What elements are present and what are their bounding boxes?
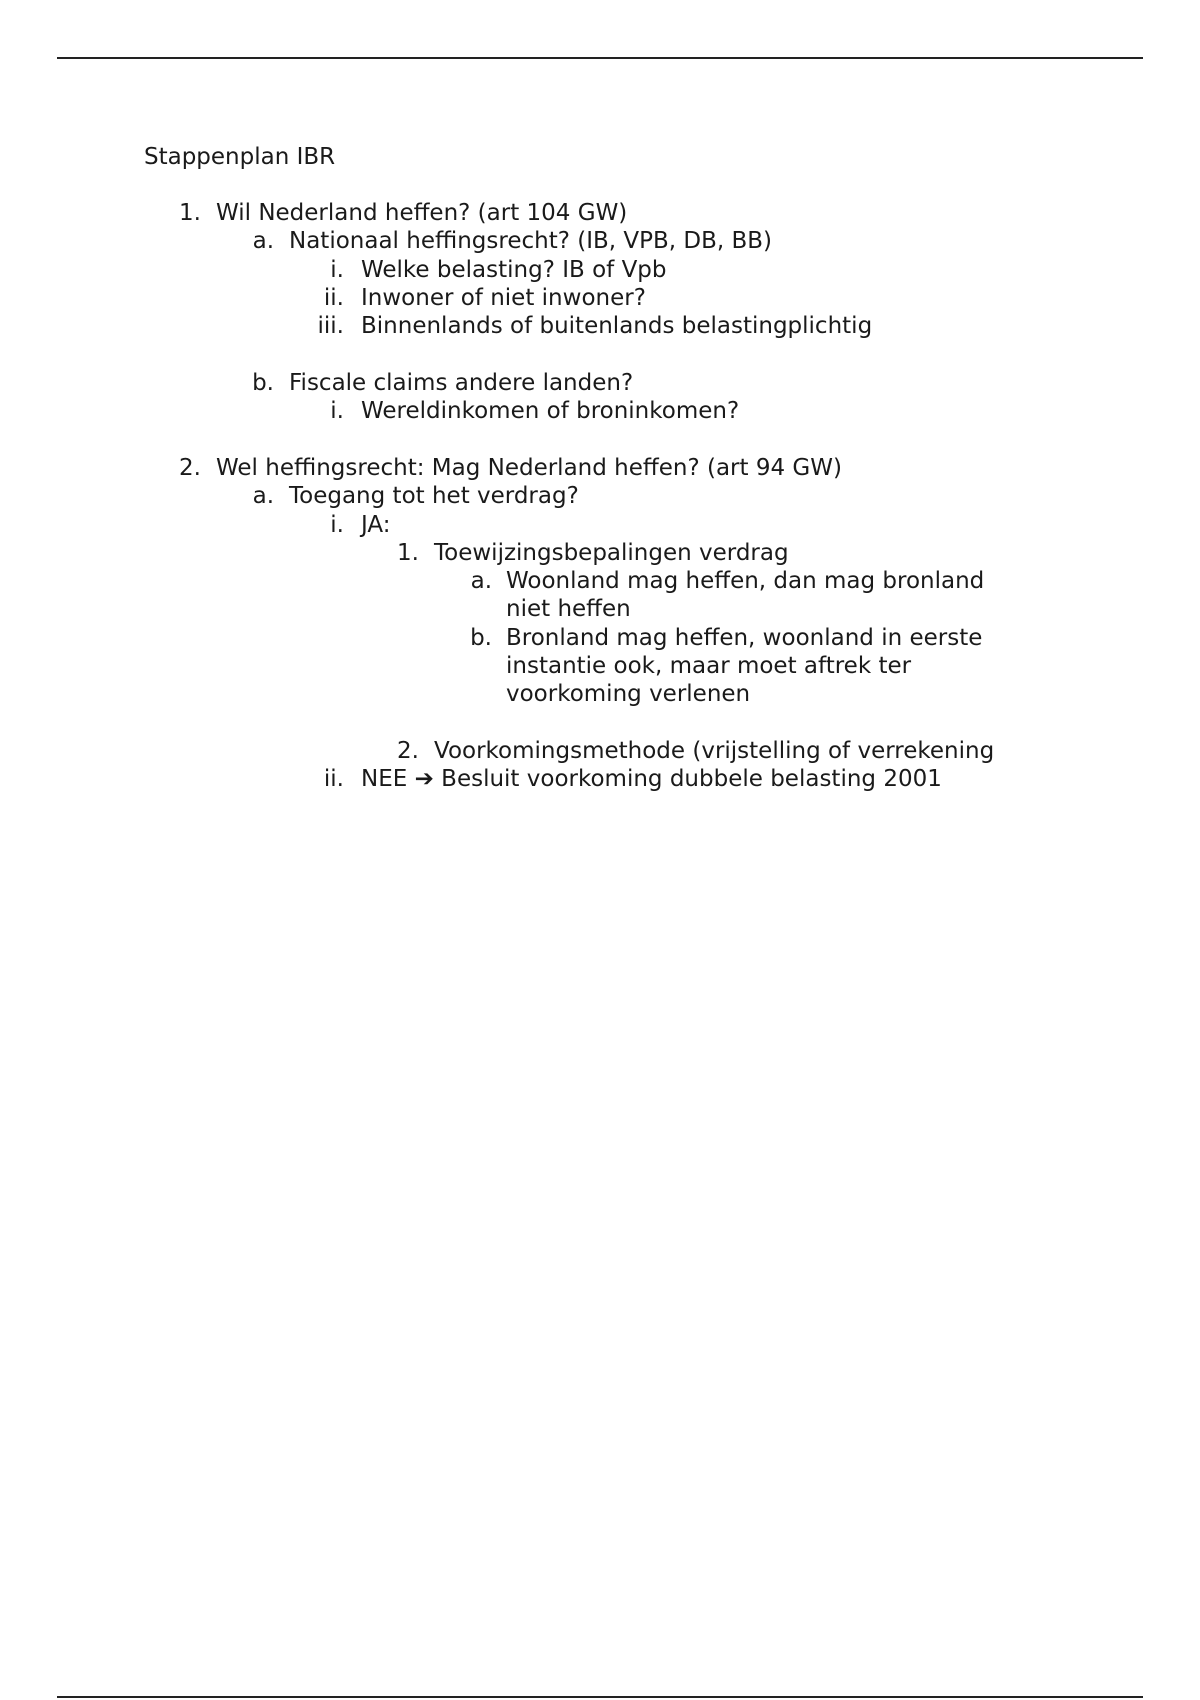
document-title: Stappenplan IBR — [144, 144, 336, 170]
list-item-text: niet heffen — [506, 596, 631, 622]
list-item-text: JA: — [361, 512, 391, 538]
list-marker: b. — [252, 370, 274, 396]
list-item-text: Woonland mag heffen, dan mag bronland — [506, 568, 985, 594]
list-item-text: Wel heffingsrecht: Mag Nederland heffen? (art 94 GW) — [216, 455, 842, 481]
list-item-text: Toewijzingsbepalingen verdrag — [434, 540, 789, 566]
list-marker: 1. — [397, 540, 419, 566]
list-item-text: Wereldinkomen of broninkomen? — [361, 398, 740, 424]
list-marker: a. — [252, 483, 274, 509]
list-item-text: Welke belasting? IB of Vpb — [361, 257, 667, 283]
list-item-text: Fiscale claims andere landen? — [289, 370, 634, 396]
list-item-text: Wil Nederland heffen? (art 104 GW) — [216, 200, 628, 226]
list-marker: ii. — [323, 766, 344, 792]
bottom-rule — [57, 1696, 1143, 1698]
list-marker: iii. — [317, 313, 344, 339]
list-marker: i. — [330, 257, 344, 283]
list-item-text: Toegang tot het verdrag? — [289, 483, 579, 509]
list-item-text: Binnenlands of buitenlands belastingplichtig — [361, 313, 873, 339]
list-item-text: voorkoming verlenen — [506, 681, 751, 707]
list-marker: ii. — [323, 285, 344, 311]
list-marker: 2. — [397, 738, 419, 764]
top-rule — [57, 57, 1143, 59]
list-item-text: Inwoner of niet inwoner? — [361, 285, 646, 311]
list-marker: i. — [330, 398, 344, 424]
list-marker: i. — [330, 512, 344, 538]
list-item-text: Nationaal heffingsrecht? (IB, VPB, DB, BB) — [289, 228, 773, 254]
list-marker: a. — [470, 568, 492, 594]
list-item-text: Voorkomingsmethode (vrijstelling of verrekening — [434, 738, 995, 764]
list-marker: 1. — [179, 200, 201, 226]
list-marker: b. — [470, 625, 492, 651]
list-item-text: instantie ook, maar moet aftrek ter — [506, 653, 912, 679]
list-marker: 2. — [179, 455, 201, 481]
list-item-text: NEE ➔ Besluit voorkoming dubbele belasting 2001 — [361, 766, 942, 792]
list-marker: a. — [252, 228, 274, 254]
list-item-text: Bronland mag heffen, woonland in eerste — [506, 625, 983, 651]
